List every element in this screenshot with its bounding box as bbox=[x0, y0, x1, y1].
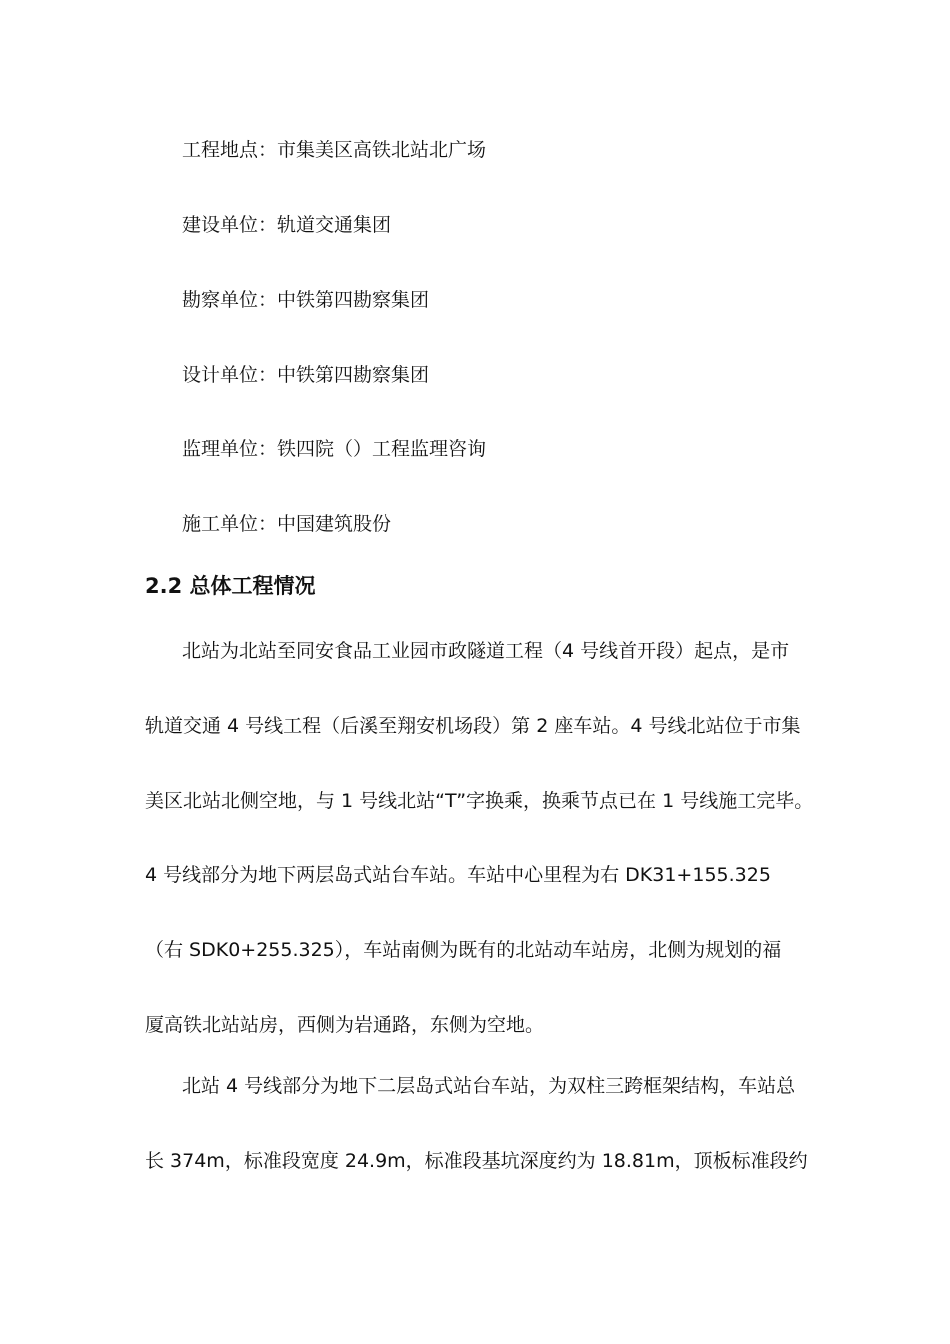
paragraph1-line: 美区北站北侧空地，与 1 号线北站“T”字换乘，换乘节点已在 1 号线施工完毕。 bbox=[145, 790, 814, 812]
info-separator: ： bbox=[258, 214, 278, 236]
paragraph2-line: 北站 4 号线部分为地下二层岛式站台车站，为双柱三跨框架结构，车站总 bbox=[182, 1075, 796, 1097]
info-value: 铁四院（）工程监理咨询 bbox=[277, 438, 487, 460]
info-design bbox=[182, 363, 429, 387]
info-value: 市集美区高铁北站北广场 bbox=[277, 139, 487, 161]
info-label: 勘察单位 bbox=[182, 289, 259, 311]
info-separator: ： bbox=[258, 364, 278, 386]
info-value: 中铁第四勘察集团 bbox=[277, 289, 430, 311]
info-supervision bbox=[182, 437, 486, 461]
paragraph1-line: （右 SDK0+255.325），车站南侧为既有的北站动车站房，北侧为规划的福 bbox=[145, 939, 782, 961]
info-value: 中铁第四勘察集团 bbox=[277, 364, 430, 386]
info-separator: ： bbox=[258, 289, 278, 311]
info-label: 监理单位 bbox=[182, 438, 259, 460]
info-label: 设计单位 bbox=[182, 364, 259, 386]
info-location bbox=[182, 138, 486, 162]
info-separator: ： bbox=[258, 438, 278, 460]
info-builder bbox=[182, 213, 391, 237]
info-construction bbox=[182, 512, 391, 536]
info-separator: ： bbox=[258, 513, 278, 535]
info-label: 建设单位 bbox=[182, 214, 259, 236]
info-value: 中国建筑股份 bbox=[277, 513, 392, 535]
info-survey bbox=[182, 288, 429, 312]
section-heading: 2.2 总体工程情况 bbox=[145, 574, 316, 598]
paragraph1-line: 北站为北站至同安食品工业园市政隧道工程（4 号线首开段）起点，是市 bbox=[182, 640, 790, 662]
paragraph1-line: 4 号线部分为地下两层岛式站台车站。车站中心里程为右 DK31+155.325 bbox=[145, 864, 771, 886]
paragraph1-line: 厦高铁北站站房，西侧为岩通路，东侧为空地。 bbox=[145, 1014, 545, 1036]
paragraph2-line: 长 374m，标准段宽度 24.9m，标准段基坑深度约为 18.81m，顶板标准段约 bbox=[145, 1150, 808, 1172]
paragraph1-line: 轨道交通 4 号线工程（后溪至翔安机场段）第 2 座车站。4 号线北站位于市集 bbox=[145, 715, 801, 737]
info-value: 轨道交通集团 bbox=[277, 214, 392, 236]
info-label: 施工单位 bbox=[182, 513, 259, 535]
info-label: 工程地点 bbox=[182, 139, 259, 161]
info-separator: ： bbox=[258, 139, 278, 161]
